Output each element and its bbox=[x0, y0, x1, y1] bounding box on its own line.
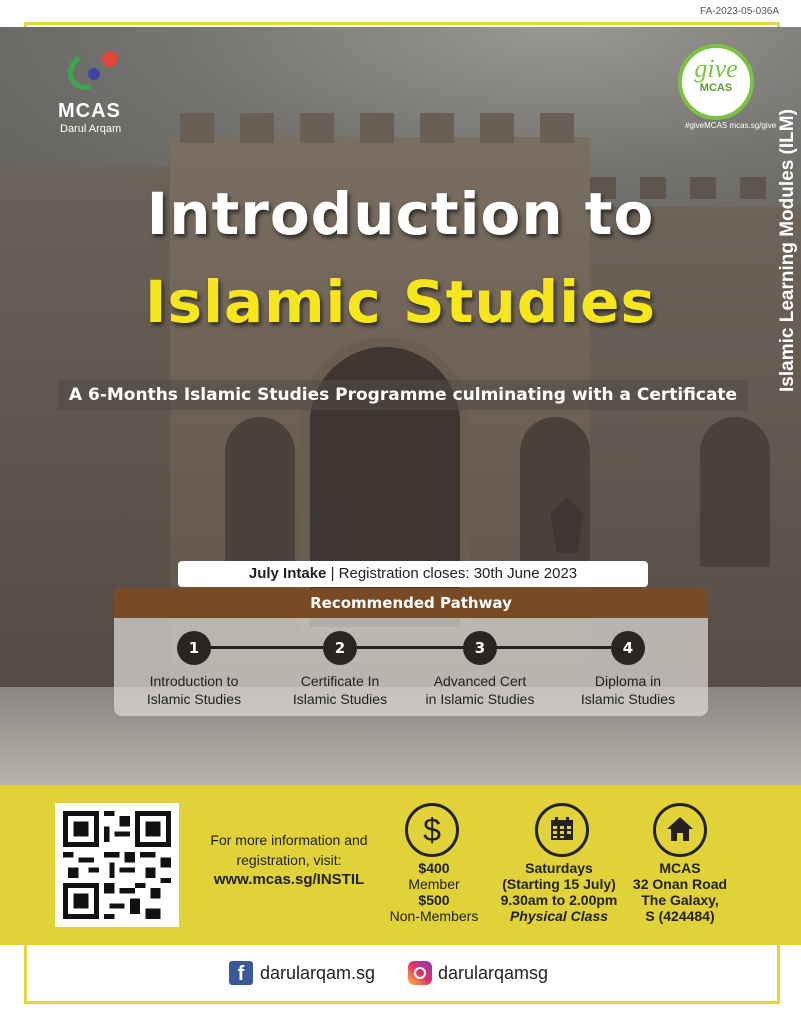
pathway-step: 2 Certificate In Islamic Studies bbox=[260, 631, 420, 708]
schedule-column: Saturdays (Starting 15 July) 9.30am to 2.00pm Physical Class bbox=[500, 860, 618, 924]
instagram-handle[interactable]: darularqamsg bbox=[438, 963, 549, 983]
pathway-panel bbox=[114, 588, 708, 716]
fees-column: $400 Member $500 Non-Members bbox=[389, 860, 479, 924]
more-info: For more information and registration, visit: www.mcas.sg/INSTIL bbox=[196, 830, 382, 890]
give-mcas-badge: give MCAS bbox=[678, 44, 754, 120]
home-icon bbox=[653, 803, 707, 857]
calendar-icon bbox=[535, 803, 589, 857]
instagram-icon[interactable] bbox=[408, 961, 432, 985]
pathway-heading: Recommended Pathway bbox=[114, 588, 708, 618]
subtitle: A 6-Months Islamic Studies Programme culminating with a Certificate bbox=[58, 380, 748, 410]
qr-code[interactable] bbox=[55, 803, 179, 927]
title-line-2: Islamic Studies bbox=[144, 268, 657, 336]
facebook-icon[interactable]: f bbox=[229, 961, 253, 985]
social-links bbox=[0, 955, 801, 995]
venue-column: MCAS 32 Onan Road The Galaxy, S (424484) bbox=[632, 860, 728, 924]
pathway-step: 3 Advanced Cert in Islamic Studies bbox=[400, 631, 560, 708]
step-number: 4 bbox=[611, 631, 645, 665]
intake-banner: July Intake | Registration closes: 30th June 2023 bbox=[178, 561, 648, 587]
dollar-icon: $ bbox=[405, 803, 459, 857]
document-id: FA-2023-05-036A bbox=[700, 6, 779, 17]
mcas-logo: MCAS Darul Arqam bbox=[58, 48, 138, 138]
pathway-step: 1 Introduction to Islamic Studies bbox=[114, 631, 274, 708]
give-hashtag: #giveMCAS mcas.sg/give bbox=[685, 121, 777, 130]
registration-link[interactable]: www.mcas.sg/INSTIL bbox=[213, 871, 365, 888]
qr-code-icon bbox=[63, 811, 171, 919]
vertical-label: Islamic Learning Modules (ILM) bbox=[777, 109, 798, 392]
step-number: 1 bbox=[177, 631, 211, 665]
title-line-1: Introduction to bbox=[146, 180, 655, 248]
step-number: 2 bbox=[323, 631, 357, 665]
facebook-handle[interactable]: darularqam.sg bbox=[260, 963, 376, 983]
step-number: 3 bbox=[463, 631, 497, 665]
pathway-step: 4 Diploma in Islamic Studies bbox=[548, 631, 708, 708]
